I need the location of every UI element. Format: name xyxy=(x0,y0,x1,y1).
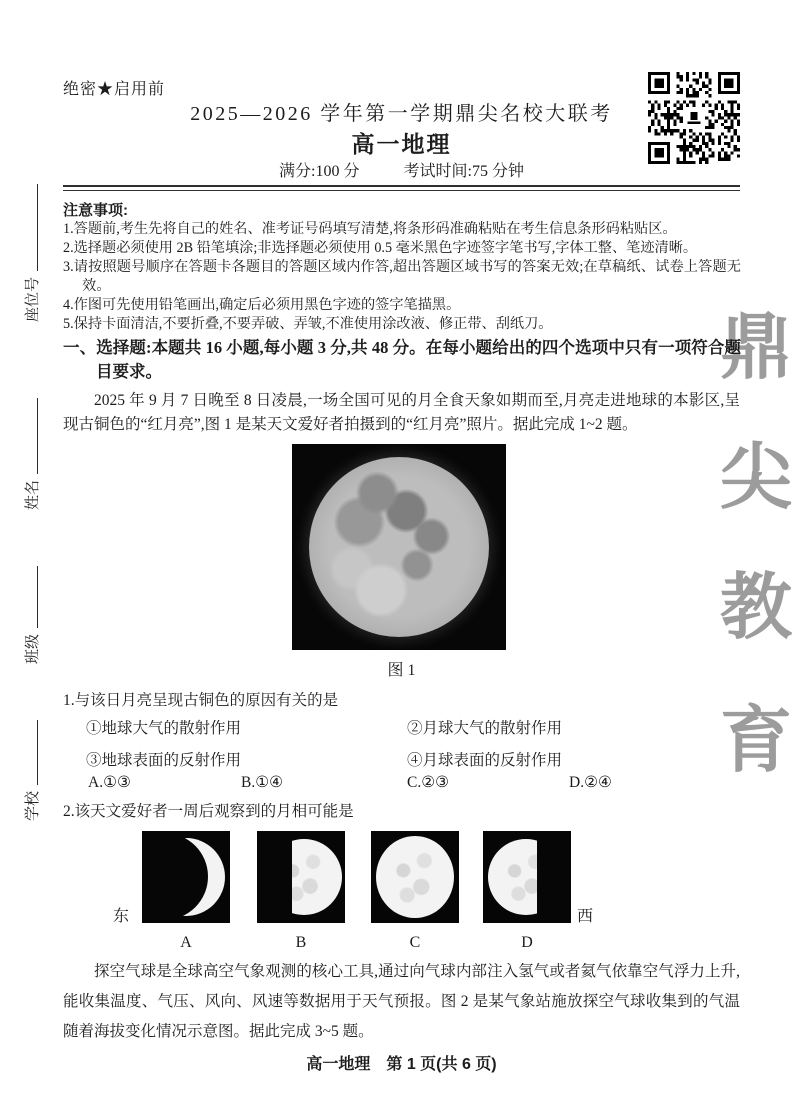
notice-item: 2.选择题必须使用 2B 铅笔填涂;非选择题必须使用 0.5 毫米黑色字迹签字笔书写,字体工整、笔迹清晰。 xyxy=(63,240,698,256)
fill-in-line xyxy=(24,184,37,271)
fill-in-line xyxy=(24,398,37,474)
watermark-char: 尖 xyxy=(719,438,792,518)
watermark-char: 鼎 xyxy=(719,308,792,388)
choice-a: A.①③ xyxy=(88,774,131,791)
fill-in-line xyxy=(24,566,37,628)
passage-lunar-eclipse: 2025 年 9 月 7 日晚至 8 日凌晨,一场全国可见的月全食天象如期而至,月亮走进地球的本影区,呈现古铜色的“红月亮”,图 1 是某天文爱好者拍摄到的“红月亮”照片。据此完成 1~2 题。 xyxy=(63,392,740,433)
qr-code xyxy=(648,72,740,164)
east-label: 东 xyxy=(113,908,130,925)
fill-in-line xyxy=(24,720,37,785)
seal-field-label: 姓名 xyxy=(24,479,41,510)
notice-title: 注意事项: xyxy=(63,202,128,219)
choice-b: B.①④ xyxy=(241,774,284,791)
exam-duration-label: 考试时间:75 分钟 xyxy=(403,163,524,180)
moon-phase-image-c xyxy=(371,831,459,923)
figure1-caption: 图 1 xyxy=(387,662,416,679)
section-heading: 一、选择题:本题共 16 小题,每小题 3 分,共 48 分。在每小题给出的四个选项中只有一项符合题目要求。 xyxy=(63,338,741,381)
numbered-option: ③地球表面的反射作用 xyxy=(86,752,242,769)
choice-d: D.②④ xyxy=(569,774,612,791)
figure1-moon-photo xyxy=(292,444,506,650)
subject-title: 高一地理 xyxy=(351,131,452,157)
seal-field-class xyxy=(20,566,42,664)
moon-image xyxy=(309,457,489,637)
seal-field-label: 学校 xyxy=(24,790,41,821)
classification-label: 绝密★启用前 xyxy=(63,81,166,98)
seal-field-name xyxy=(20,398,42,510)
watermark-char: 育 xyxy=(719,701,792,781)
exam-title: 2025—2026 学年第一学期鼎尖名校大联考 xyxy=(190,103,613,125)
choice-c: C.②③ xyxy=(407,774,450,791)
west-label: 西 xyxy=(577,908,594,925)
numbered-option: ②月球大气的散射作用 xyxy=(407,720,563,737)
notice-item: 1.答题前,考生先将自己的姓名、准考证号码填写清楚,将条形码准确粘贴在考生信息条形码粘贴区。 xyxy=(63,221,677,237)
question1-numbered-options xyxy=(63,716,741,770)
phase-label-d: D xyxy=(521,934,533,951)
full-score-label: 满分:100 分 xyxy=(279,163,360,180)
moon-shadow xyxy=(257,831,292,923)
moon-phase-figure xyxy=(63,831,741,955)
seal-field-school xyxy=(20,720,42,821)
question2-stem: 2.该天文爱好者一周后观察到的月相可能是 xyxy=(63,803,354,820)
numbered-option: ④月球表面的反射作用 xyxy=(407,752,563,769)
seal-field-label: 座位号 xyxy=(24,276,41,322)
watermark-char: 教 xyxy=(719,568,792,648)
seal-field-label: 班级 xyxy=(24,633,41,664)
passage-weather-balloon: 探空气球是全球高空气象观测的核心工具,通过向气球内部注入氢气或者氦气依靠空气浮力上升,能收集温度、气压、风向、风速等数据用于天气预报。图 2 是某气象站施放探空气球收集到的气温随着海拔变化情况示意图。据此完成 3~5 题。 xyxy=(63,963,740,1040)
moon-phase-image-a xyxy=(142,831,230,923)
moon-phase-image-b xyxy=(257,831,345,923)
phase-label-b: B xyxy=(295,934,307,951)
page-footer: 高一地理 第 1 页(共 6 页) xyxy=(306,1056,497,1073)
phase-label-c: C xyxy=(409,934,421,951)
question1-stem: 1.与该日月亮呈现古铜色的原因有关的是 xyxy=(63,692,339,709)
phase-label-a: A xyxy=(180,934,192,951)
notice-item: 3.请按照题号顺序在答题卡各题目的答题区域内作答,超出答题区域书写的答案无效;在草稿纸、试卷上答题无效。 xyxy=(63,259,741,294)
moon-phase-image-d xyxy=(483,831,571,923)
notice-list xyxy=(63,220,741,334)
notice-item: 5.保持卡面清洁,不要折叠,不要弄破、弄皱,不准使用涂改液、修正带、刮纸刀。 xyxy=(63,316,553,332)
header-divider xyxy=(63,185,740,191)
moon-disc xyxy=(376,836,454,918)
numbered-option: ①地球大气的散射作用 xyxy=(86,720,242,737)
seal-field-seat-number xyxy=(20,184,42,322)
question1-choices xyxy=(63,773,741,792)
score-time-line xyxy=(63,158,740,181)
moon-shadow xyxy=(537,831,571,923)
notice-item: 4.作图可先使用铅笔画出,确定后必须用黑色字迹的签字笔描黑。 xyxy=(63,297,461,313)
